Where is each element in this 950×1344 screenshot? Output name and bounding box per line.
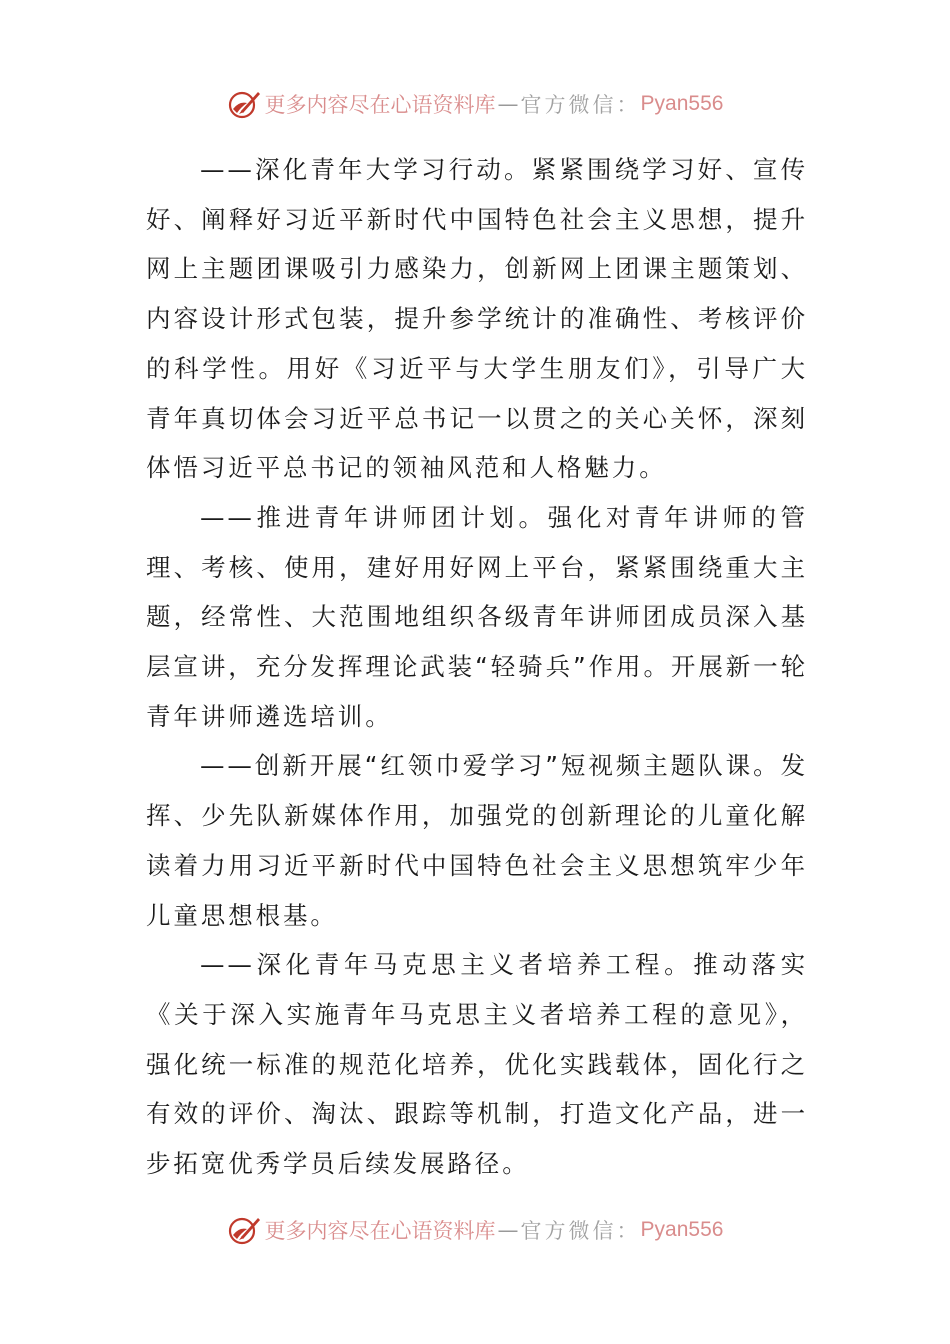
quill-pen-seal-icon (227, 87, 261, 121)
banner-separator: — (497, 92, 519, 116)
wechat-id: Pyan556 (640, 92, 724, 115)
wechat-id: Pyan556 (640, 1218, 724, 1241)
brand-text: 更多内容尽在心语资料库 (264, 93, 496, 117)
brand-text: 更多内容尽在心语资料库 (264, 1219, 496, 1243)
paragraph: ——深化青年马克思主义者培养工程。推动落实《关于深入实施青年马克思主义者培养工程的意见》，强化统一标准的规范化培养，优化实践载体，固化行之有效的评价、淘汰、跟踪等机制，打造文化产品，进一步拓宽优秀学员后续发展路径。 (146, 950, 808, 1179)
watermark-header (0, 84, 950, 124)
wechat-label: 官方微信： (520, 1219, 641, 1243)
wechat-label: 官方微信： (520, 93, 641, 117)
paragraph: ——深化青年大学习行动。紧紧围绕学习好、宣传好、阐释好习近平新时代中国特色社会主义思想，提升网上主题团课吸引力感染力，创新网上团课主题策划、内容设计形式包装，提升参学统计的准确性、考核评价的科学性。用好《习近平与大学生朋友们》，引导广大青年真切体会习近平总书记一以贯之的关心关怀，深刻体悟习近平总书记的领袖风范和人格魅力。 (146, 155, 808, 483)
watermark-footer (0, 1210, 950, 1250)
quill-pen-seal-icon (227, 1213, 261, 1247)
document-body (146, 145, 808, 1189)
paragraph: ——推进青年讲师团计划。强化对青年讲师的管理、考核、使用，建好用好网上平台，紧紧围绕重大主题，经常性、大范围地组织各级青年讲师团成员深入基层宣讲，充分发挥理论武装“轻骑兵”作用。开展新一轮青年讲师遴选培训。 (146, 502, 808, 731)
banner-separator: — (497, 1218, 519, 1242)
paragraph: ——创新开展“红领巾爱学习”短视频主题队课。发挥、少先队新媒体作用，加强党的创新理论的儿童化解读着力用习近平新时代中国特色社会主义思想筑牢少年儿童思想根基。 (146, 751, 808, 930)
